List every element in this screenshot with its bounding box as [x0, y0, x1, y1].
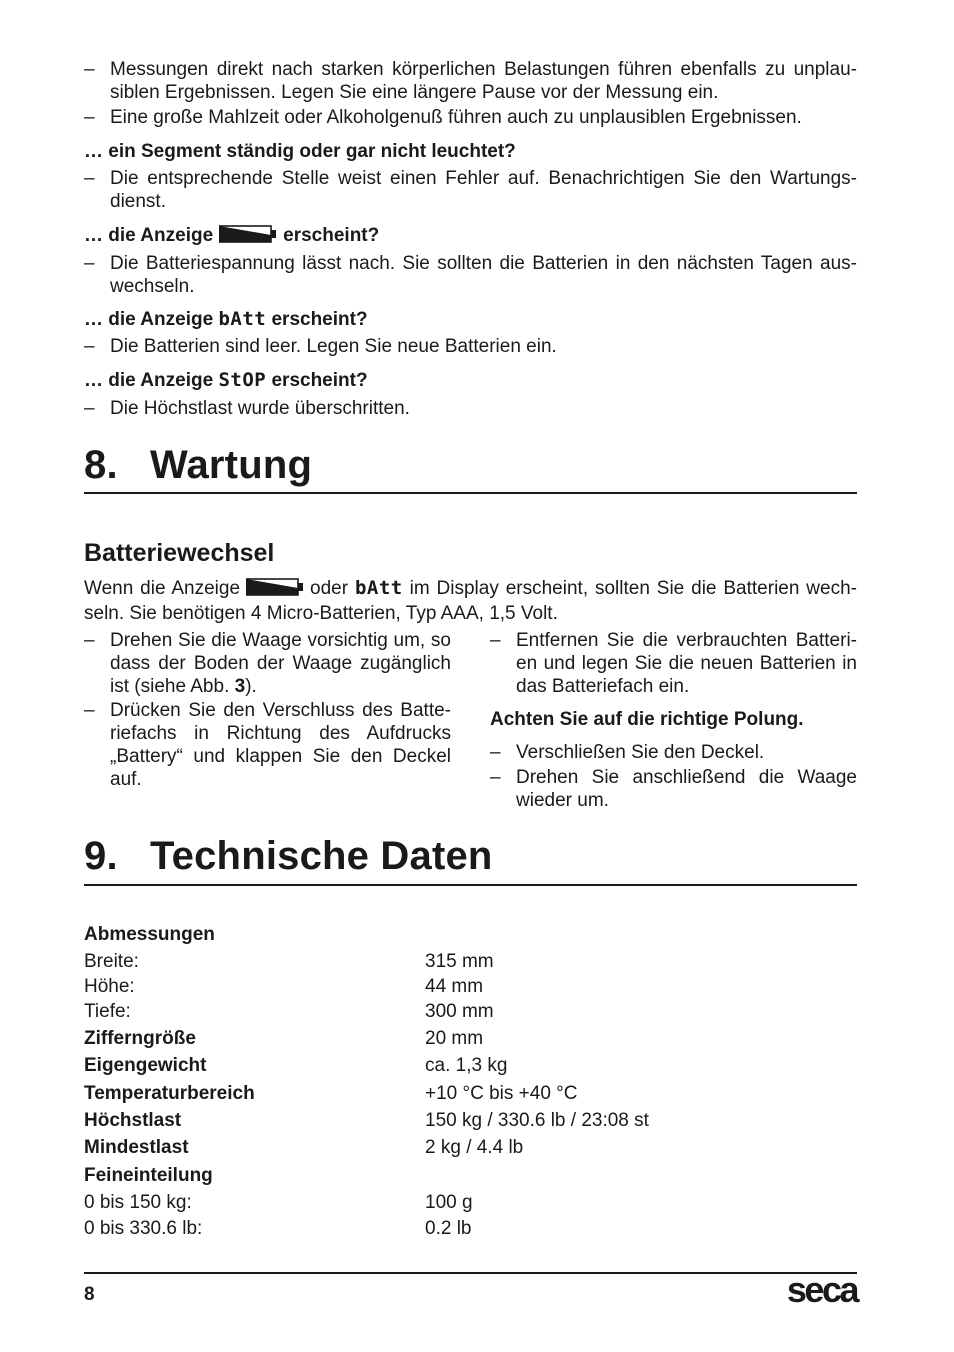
list-item	[84, 167, 857, 213]
spec-key: Zifferngröße	[84, 1028, 196, 1049]
dash: –	[490, 742, 501, 763]
intro-pre: Wenn die Anzeige	[84, 578, 241, 599]
list-item-text: Verschließen Sie den Deckel.	[516, 742, 765, 763]
list-item	[84, 106, 857, 129]
question-post: erscheint?	[271, 370, 368, 391]
spec-key: Temperaturbereich	[84, 1083, 255, 1104]
list-item	[84, 252, 857, 298]
segment-display-text: bAtt	[354, 577, 403, 599]
seca-logo: seca	[786, 1269, 857, 1310]
spec-value: 2 kg / 4.4 lb	[425, 1137, 524, 1158]
spec-key: 0 bis 330.6 lb:	[84, 1218, 203, 1239]
list-item-text: Die entsprechende Stelle weist einen Fehler auf. Benachrichtigen Sie den Wartungsdienst.	[110, 168, 857, 212]
question-pre: … die Anzeige	[84, 370, 214, 391]
figure-reference: 3	[234, 676, 246, 697]
spec-value: 150 kg / 330.6 lb / 23:08 st	[425, 1110, 649, 1131]
list-item-text: Die Batteriespannung lässt nach. Sie sollten die Batterien in den nächsten Tagen auswechseln.	[110, 253, 857, 297]
list-item-text	[110, 629, 451, 698]
list-item	[490, 629, 857, 698]
list-item	[84, 58, 857, 104]
section-rule	[84, 884, 857, 886]
spec-key: Mindestlast	[84, 1137, 189, 1158]
list-item-text: Drehen Sie anschließend die Waage wieder um.	[516, 767, 857, 811]
list-item	[490, 741, 857, 764]
right-column	[490, 629, 857, 812]
footer-rule	[84, 1272, 857, 1274]
list-item	[84, 629, 451, 698]
spec-key: 0 bis 150 kg:	[84, 1192, 192, 1213]
section-number: 9.	[84, 834, 118, 878]
spec-value: 300 mm	[425, 1001, 494, 1022]
spec-value: 44 mm	[425, 976, 484, 997]
spec-key: Höchstlast	[84, 1110, 182, 1131]
list-item	[84, 397, 857, 420]
list-item	[84, 335, 857, 358]
section-number: 8.	[84, 443, 118, 487]
section-title: Wartung	[150, 443, 313, 487]
segment-display-text: bAtt	[218, 308, 267, 330]
dash: –	[84, 168, 95, 189]
spec-key: Breite:	[84, 951, 139, 972]
section-rule	[84, 492, 857, 494]
section-title: Technische Daten	[150, 834, 493, 878]
question-heading: … ein Segment ständig oder gar nicht leuchtet?	[84, 141, 516, 162]
list-item-text: Entfernen Sie die verbrauchten Batterien und legen Sie die neuen Batterien in das Batteriefach ein.	[516, 630, 857, 697]
battery-low-icon	[219, 225, 277, 249]
dash: –	[84, 336, 95, 357]
spec-key: Tiefe:	[84, 1001, 131, 1022]
spec-value: +10 °C bis +40 °C	[425, 1083, 578, 1104]
dash: –	[84, 398, 95, 419]
list-item-text: Messungen direkt nach starken körperlichen Belastungen führen ebenfalls zu unplausiblen Ergebnissen. Legen Sie eine längere Pause vor der Messung ein.	[110, 59, 857, 103]
list-item	[490, 766, 857, 812]
dash: –	[490, 630, 501, 651]
list-item-text: Drücken Sie den Verschluss des Batteriefachs in Richtung des Aufdrucks „Battery“ und klappen Sie den Deckel auf.	[110, 700, 451, 790]
figure-reference-close: ).	[245, 676, 257, 697]
subsection-heading: Batteriewechsel	[84, 539, 275, 567]
spec-value: 20 mm	[425, 1028, 484, 1049]
spec-key: Feineinteilung	[84, 1165, 213, 1186]
list-item-text: Die Batterien sind leer. Legen Sie neue Batterien ein.	[110, 336, 557, 357]
polarity-note: Achten Sie auf die richtige Polung.	[490, 709, 804, 730]
dash: –	[490, 767, 501, 788]
intro-mid: oder	[310, 578, 349, 599]
list-item-text: Die Höchstlast wurde überschritten.	[110, 398, 410, 419]
question-pre: … die Anzeige	[84, 225, 214, 246]
list-item-body: Drehen Sie die Waage vorsichtig um, so dass der Boden der Waage zugänglich ist (siehe Abb.	[110, 630, 451, 697]
question-heading	[84, 308, 368, 331]
spec-key: Höhe:	[84, 976, 135, 997]
question-post: erscheint?	[283, 225, 380, 246]
question-post: erscheint?	[271, 309, 368, 330]
question-heading	[84, 224, 379, 249]
section-heading	[84, 442, 312, 488]
spec-key: Abmessungen	[84, 924, 215, 945]
question-heading	[84, 369, 368, 392]
segment-display-text: StOP	[218, 369, 267, 391]
intro-post: im Display erscheint, sollten Sie die Batterien wechseln. Sie benötigen 4 Micro-Batterien, Typ AAA, 1,5 Volt.	[84, 578, 857, 624]
dash: –	[84, 253, 95, 274]
spec-value: 315 mm	[425, 951, 494, 972]
left-column	[84, 629, 451, 791]
dash: –	[84, 107, 95, 128]
list-item-text: Eine große Mahlzeit oder Alkoholgenuß führen auch zu unplausiblen Ergebnissen.	[110, 107, 802, 128]
dash: –	[84, 700, 95, 721]
spec-value: 100 g	[425, 1192, 473, 1213]
dash: –	[84, 630, 95, 651]
question-pre: … die Anzeige	[84, 309, 214, 330]
intro-paragraph	[84, 577, 857, 625]
spec-key: Eigengewicht	[84, 1055, 207, 1076]
spec-value: 0.2 lb	[425, 1218, 472, 1239]
list-item	[84, 699, 451, 791]
battery-low-icon	[246, 578, 304, 602]
dash: –	[84, 59, 95, 80]
section-heading	[84, 833, 493, 879]
page-number: 8	[84, 1284, 95, 1305]
spec-value: ca. 1,3 kg	[425, 1055, 508, 1076]
